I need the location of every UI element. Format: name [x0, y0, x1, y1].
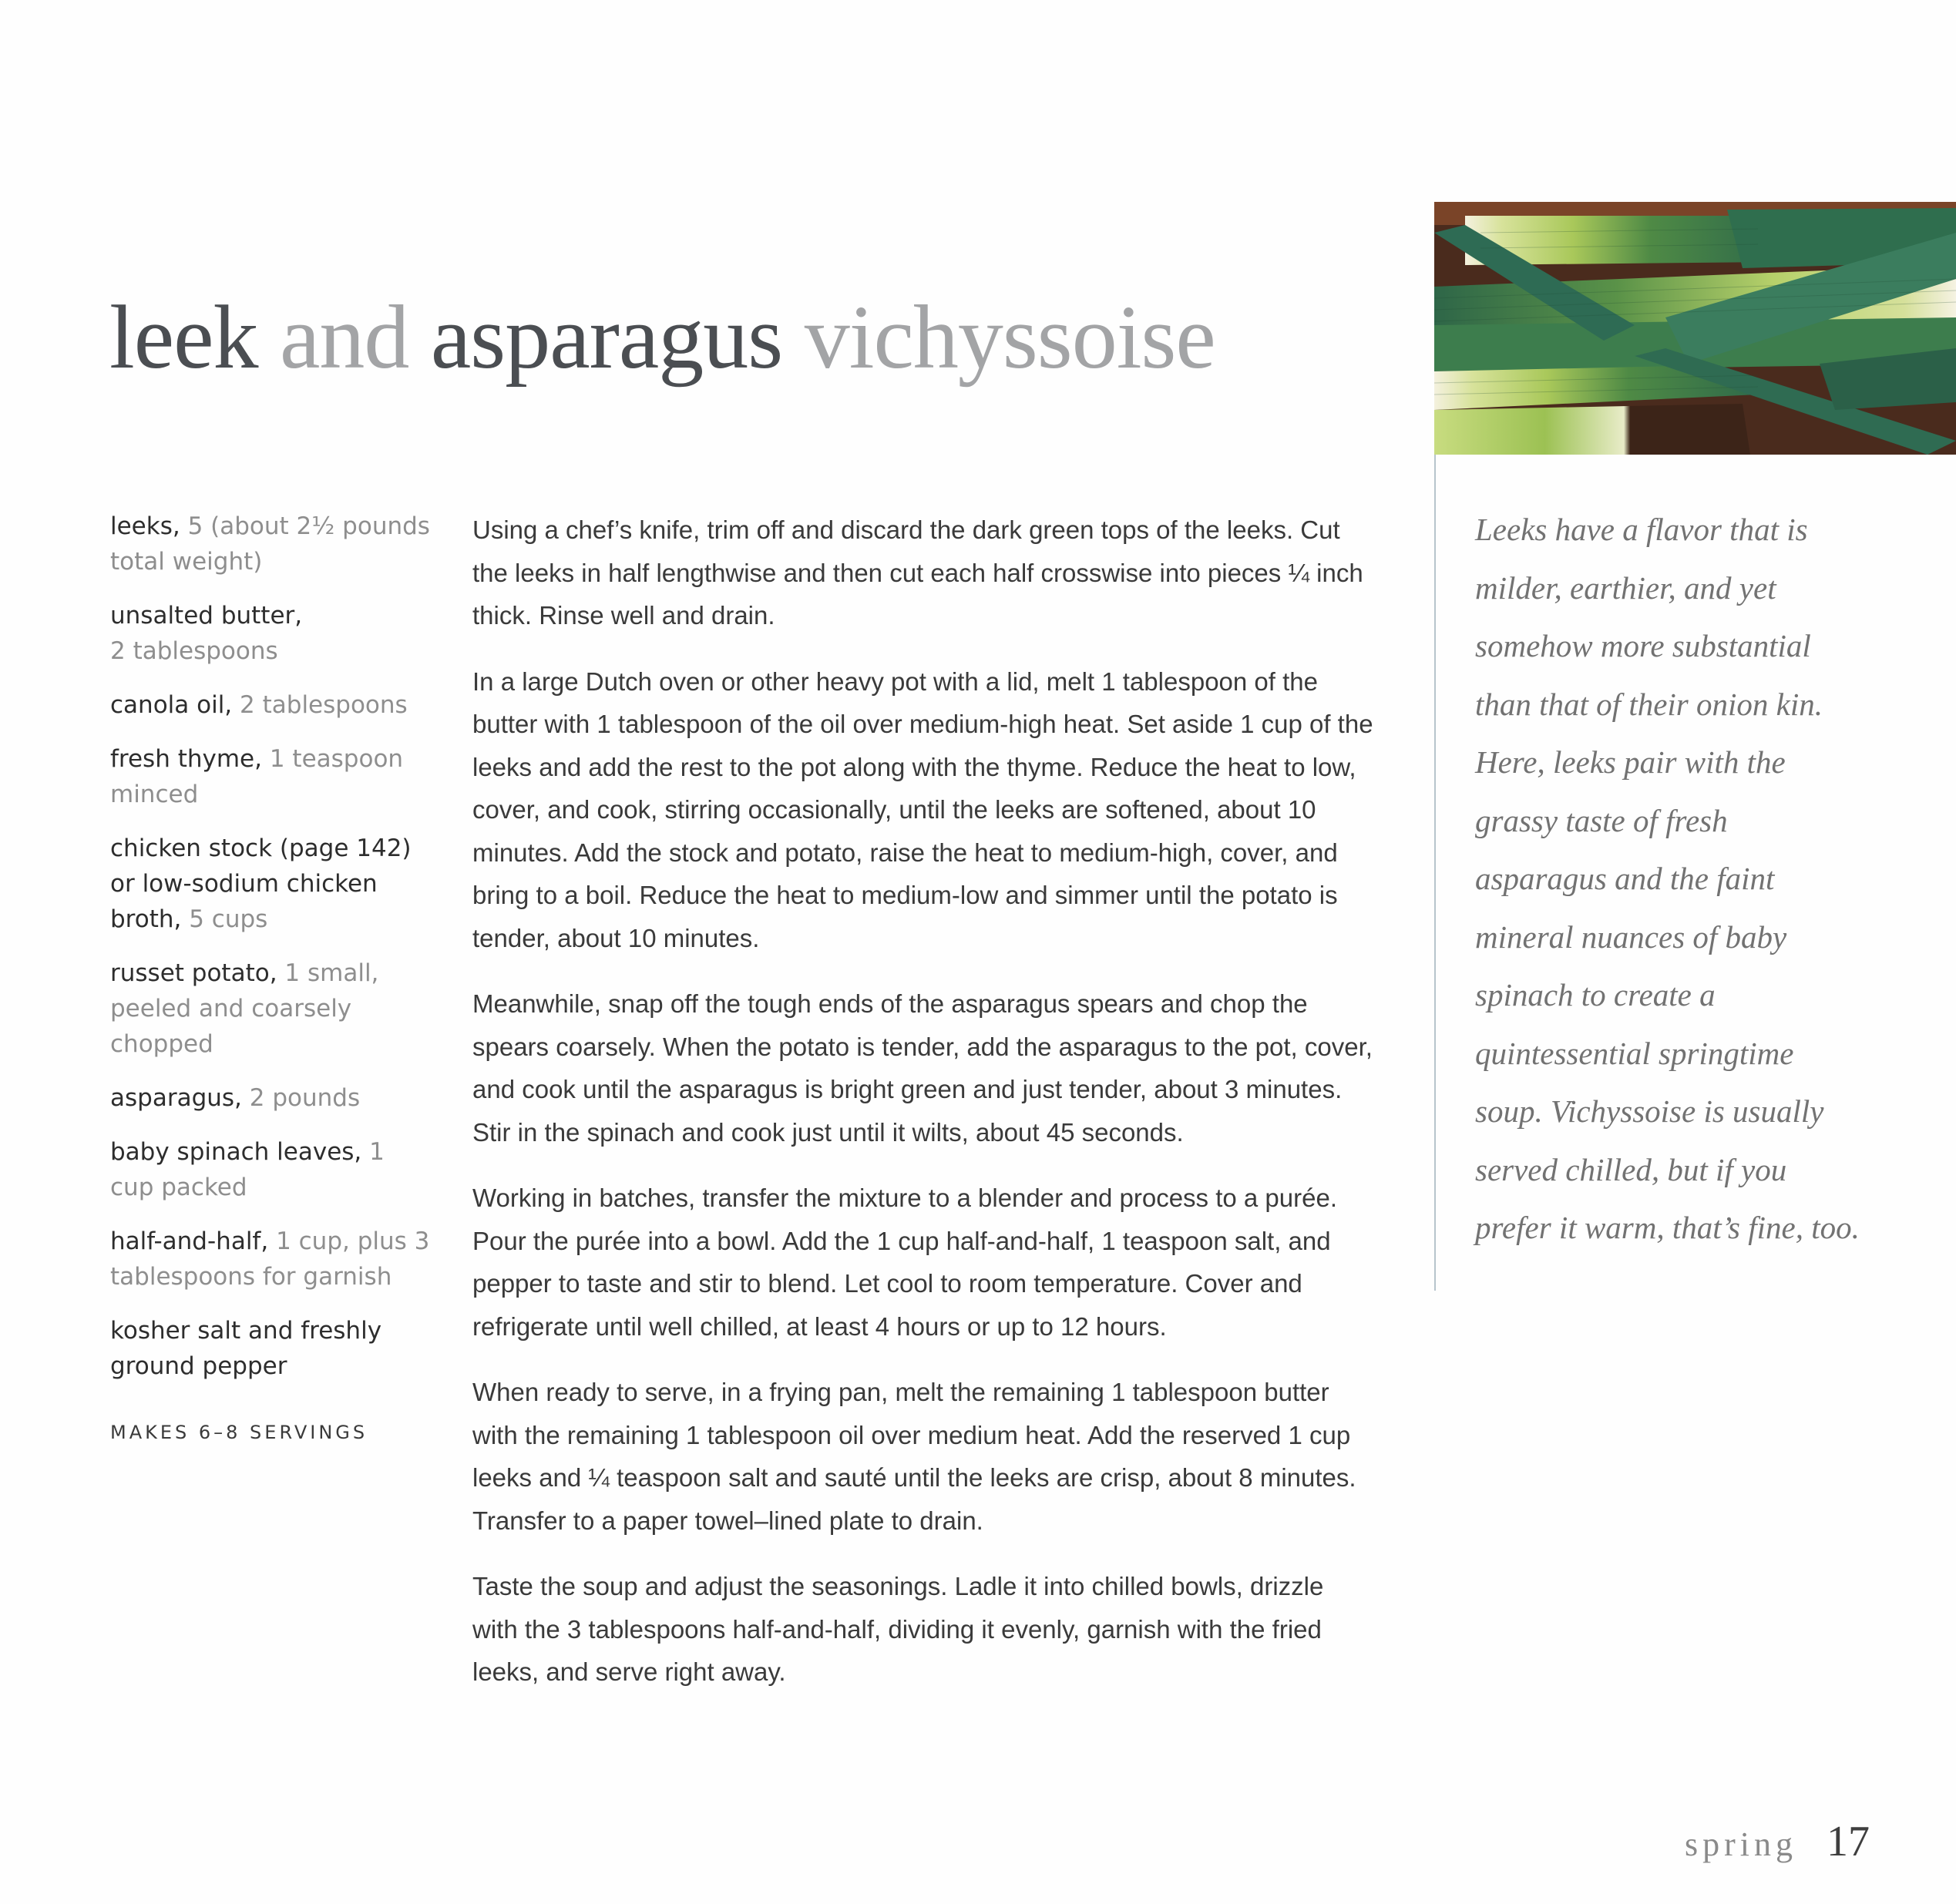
sidebar-note: Leeks have a flavor that is milder, earthier, and yet somehow more substantial than that of their onion kin. Here, leeks pair with the grassy taste of fresh asparagus and the faint mineral nuances of baby spinach to create a quintessential springtime soup. Vichyssoise is usually served chilled, but if you prefer it warm, that’s fine, too. [1475, 512, 1860, 1245]
page-footer [1685, 1817, 1870, 1866]
ingredient-quantity: 2 tablespoons [240, 691, 408, 719]
ingredient-list [110, 509, 434, 1450]
ingredient-item [110, 955, 434, 1062]
leeks-image-icon [1434, 202, 1956, 455]
ingredient-name: asparagus, [110, 1084, 242, 1112]
method-step: Taste the soup and adjust the seasonings. Ladle it into chilled bowls, drizzle with the 3 tablespoons half-and-half, dividing it evenly, garnish with the fried leeks, and serve right away. [472, 1572, 1324, 1686]
title-word: and [280, 287, 409, 388]
ingredient-quantity: 1 cup packed [110, 1138, 385, 1201]
ingredient-name: canola oil, [110, 691, 233, 719]
method-step: Using a chef’s knife, trim off and discard the dark green tops of the leeks. Cut the leeks in half lengthwise and then cut each half crosswise into pieces ¼ inch thick. Rinse well and drain. [472, 515, 1363, 630]
ingredient-name: russet potato, [110, 959, 277, 987]
method-step: When ready to serve, in a frying pan, melt the remaining 1 tablespoon butter with the remaining 1 tablespoon oil over medium heat. Add the reserved 1 cup leeks and ¼ teaspoon salt and sauté until the leeks are crisp, about 8 minutes. Transfer to a paper towel–lined plate to drain. [472, 1378, 1356, 1535]
ingredient-quantity: 1 small, peeled and coarsely chopped [110, 959, 379, 1058]
ingredient-item [110, 598, 434, 669]
sidebar-divider [1434, 455, 1436, 1291]
title-word: vichyssoise [804, 287, 1215, 388]
section-name: spring [1685, 1825, 1797, 1863]
ingredient-quantity: 2 pounds [249, 1084, 361, 1112]
method-steps [472, 509, 1374, 1717]
recipe-title [109, 284, 1215, 391]
title-word: leek [109, 287, 258, 388]
page-number: 17 [1827, 1818, 1870, 1865]
ingredient-quantity: 5 cups [189, 905, 268, 933]
ingredient-item [110, 1134, 434, 1205]
ingredient-quantity: 1 teaspoon minced [110, 745, 404, 808]
ingredient-item [110, 741, 434, 812]
ingredient-item [110, 509, 434, 579]
ingredient-quantity: 1 cup, plus 3 tablespoons for garnish [110, 1227, 430, 1291]
ingredient-item [110, 831, 434, 937]
method-step: Working in batches, transfer the mixture to a blender and process to a purée. Pour the purée into a bowl. Add the 1 cup half-and-half, 1 teaspoon salt, and pepper to taste and stir to blend. Let cool to room temperature. Cover and refrigerate until well chilled, at least 4 hours or up to 12 hours. [472, 1184, 1337, 1341]
method-step: Meanwhile, snap off the tough ends of the asparagus spears and chop the spears coarsely. When the potato is tender, add the asparagus to the pot, cover, and cook until the asparagus is bright green and just tender, about 3 minutes. Stir in the spinach and cook just until it wilts, about 45 seconds. [472, 989, 1373, 1147]
ingredient-name: unsalted butter, [110, 602, 303, 630]
ingredient-name: half-and-half, [110, 1227, 269, 1255]
ingredient-quantity: 2 tablespoons [110, 637, 278, 665]
method-step: In a large Dutch oven or other heavy pot with a lid, melt 1 tablespoon of the butter with 1 tablespoon of the oil over medium-high heat. Set aside 1 cup of the leeks and add the rest to the pot along with the thyme. Reduce the heat to low, cover, and cook, stirring occasionally, until the leeks are softened, about 10 minutes. Add the stock and potato, raise the heat to medium-high, cover, and bring to a boil. Reduce the heat to medium-low and simmer until the potato is tender, about 10 minutes. [472, 667, 1373, 952]
ingredient-name: fresh thyme, [110, 745, 262, 773]
ingredient-name: chicken stock (page 142) or low-sodium chicken broth, [110, 834, 412, 933]
title-word: asparagus [430, 287, 783, 388]
leeks-photo [1434, 202, 1956, 455]
ingredient-item [110, 687, 434, 723]
ingredient-item [110, 1080, 434, 1116]
ingredient-name: baby spinach leaves, [110, 1138, 362, 1166]
ingredient-name: kosher salt and freshly ground pepper [110, 1317, 382, 1380]
ingredient-quantity: 5 (about 2½ pounds total weight) [110, 512, 430, 576]
ingredient-item [110, 1313, 434, 1384]
ingredient-name: leeks, [110, 512, 180, 540]
ingredient-item [110, 1224, 434, 1295]
servings-yield: MAKES 6–8 SERVINGS [110, 1422, 368, 1443]
